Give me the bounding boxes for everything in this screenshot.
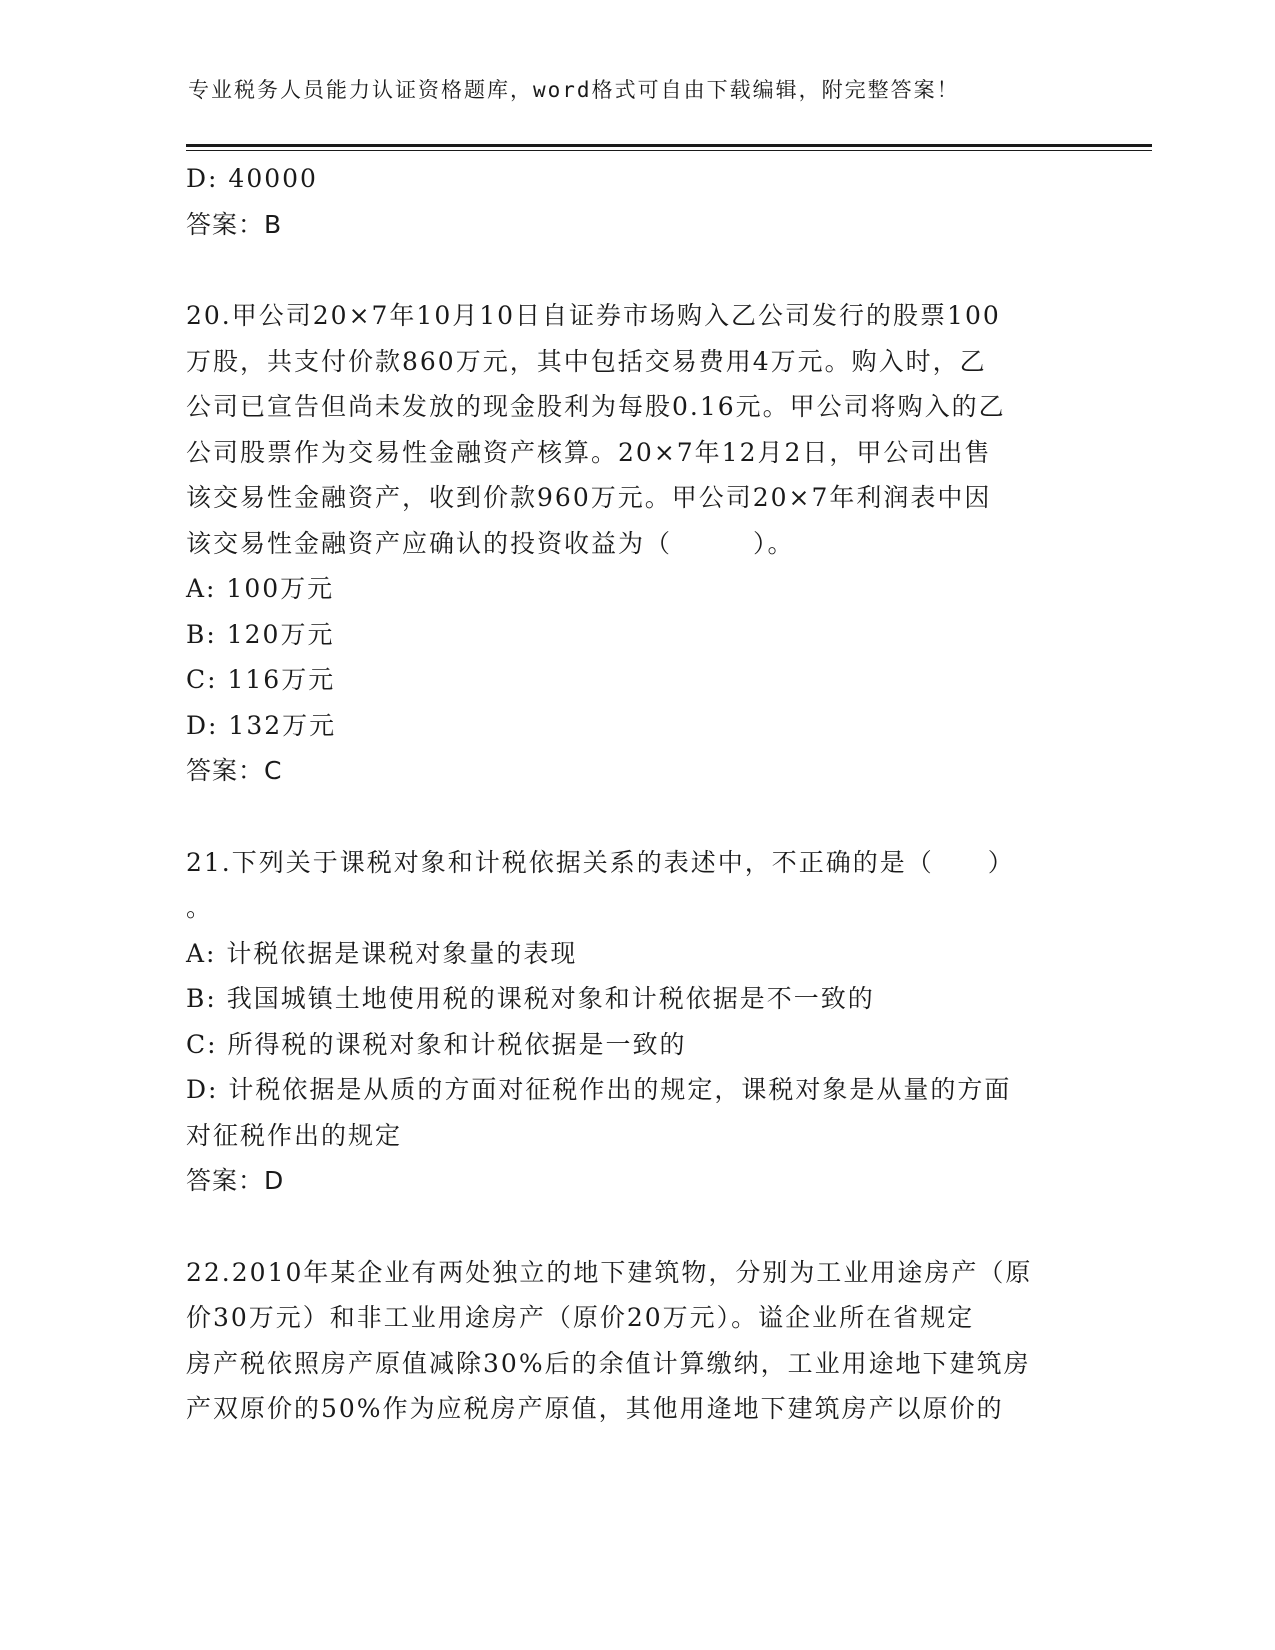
question-text-line: 该交易性金融资产，收到价款960万元。甲公司20×7年利润表中因 [186, 483, 992, 512]
question-text-line: 价30万元）和非工业用途房产（原价20万元）。谥企业所在省规定 [186, 1303, 975, 1332]
option-d: D: 计税依据是从质的方面对征税作出的规定，课税对象是从量的方面 [186, 1075, 1012, 1104]
answer-line: 答案：D [186, 1166, 285, 1195]
page-content [186, 156, 1086, 1432]
option-b: B: 我国城镇土地使用税的课税对象和计税依据是不一致的 [186, 984, 875, 1013]
question-text-line: 房产税依照房产原值减除30%后的余值计算缴纳，工业用途地下建筑房 [186, 1348, 1031, 1378]
question-text-line: 。 [186, 893, 214, 922]
option-a: A: 计税依据是课税对象量的表现 [186, 938, 578, 968]
question-text-line: 公司股票作为交易性金融资产核算。20×7年12月2日，甲公司出售 [186, 437, 992, 467]
header-rule-thick [186, 144, 1152, 147]
option-c: C: 116万元 [186, 665, 336, 694]
option-d: D: 132万元 [186, 710, 337, 740]
option-c: C: 所得税的课税对象和计税依据是一致的 [186, 1029, 687, 1059]
option-b: B: 120万元 [186, 619, 335, 649]
option-d-continued: 对征税作出的规定 [186, 1120, 403, 1150]
question-22 [186, 1250, 1086, 1432]
question-text-line: 21.下列关于课税对象和计税依据关系的表述中，不正确的是（ ） [186, 847, 1015, 877]
option-d: D: 40000 [186, 164, 318, 193]
question-text-line: 公司已宣告但尚未发放的现金股利为每股0.16元。甲公司将购入的乙 [186, 392, 1006, 421]
answer-line: 答案：C [186, 756, 283, 785]
question-20 [186, 293, 1086, 794]
question-text-line: 22.2010年某企业有两处独立的地下建筑物，分别为工业用途房产（原 [186, 1257, 1033, 1287]
question-text-line: 万股，共支付价款860万元，其中包括交易费用4万元。购入时，乙 [186, 346, 987, 376]
question-text-line: 产双原价的50%作为应税房产原值，其他用逄地下建筑房产以原价的 [186, 1394, 1004, 1423]
header-rule-thin [186, 150, 1152, 151]
question-text-line: 该交易性金融资产应确认的投资收益为（ ）。 [186, 528, 795, 558]
answer-line: 答案：B [186, 209, 283, 239]
spacer [186, 1204, 1086, 1250]
option-a: A: 100万元 [186, 574, 335, 603]
spacer [186, 794, 1086, 840]
question-21 [186, 840, 1086, 1204]
question-text-line: 20.甲公司20×7年10月10日自证券市场购入乙公司发行的股票100 [186, 301, 1001, 330]
page-header: 专业税务人员能力认证资格题库，word格式可自由下载编辑，附完整答案！ [188, 78, 960, 102]
spacer [186, 247, 1086, 293]
